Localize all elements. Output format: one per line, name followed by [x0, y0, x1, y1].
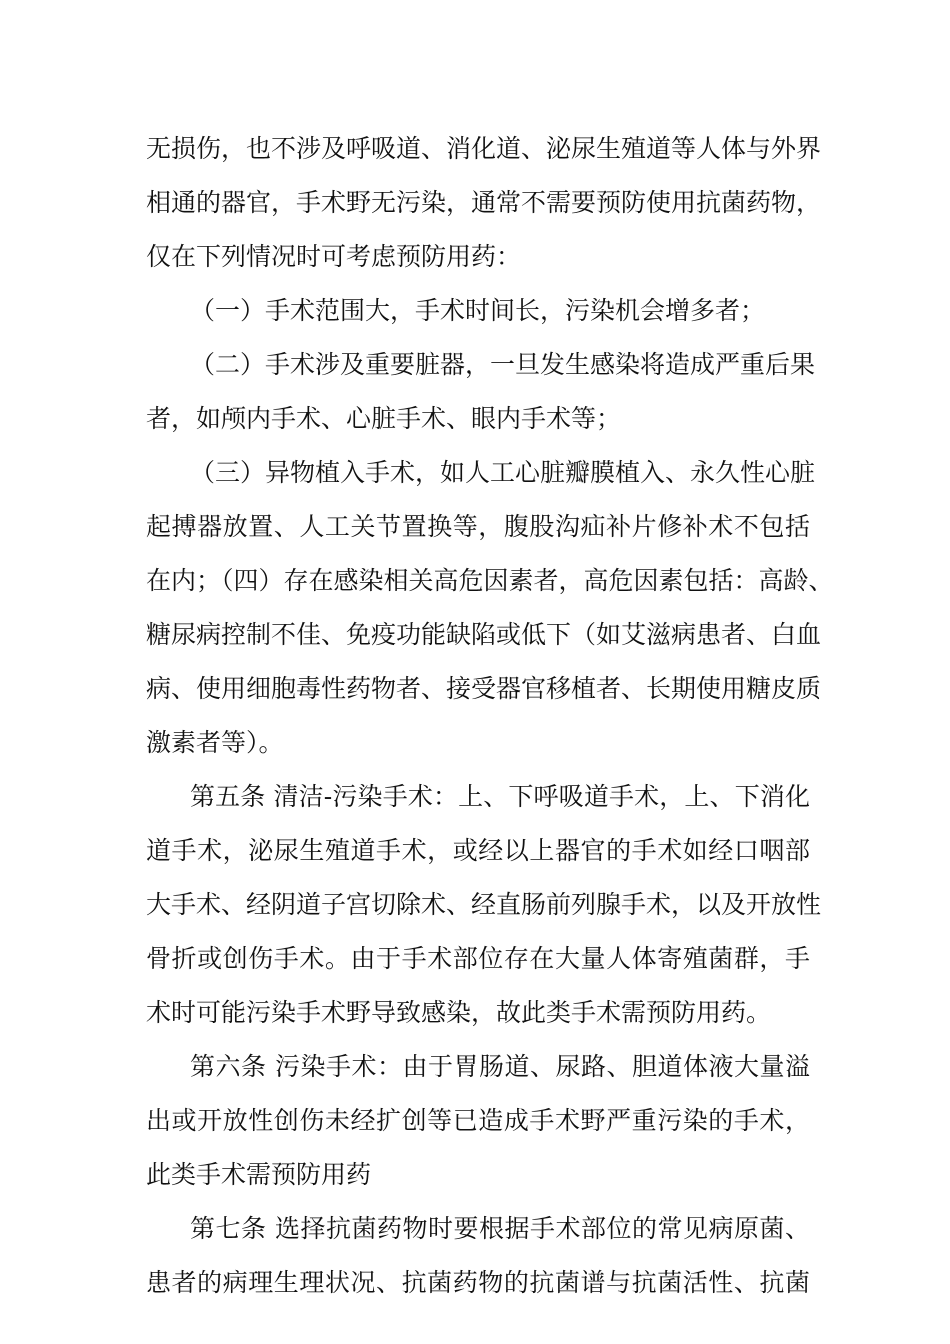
text-line: 仅在下列情况时可考虑预防用药：	[146, 242, 522, 271]
text-line: 相通的器官，手术野无污染，通常不需要预防使用抗菌药物，	[146, 188, 822, 217]
text-line: 起搏器放置、人工关节置换等，腹股沟疝补片修补术不包括	[146, 512, 810, 541]
text-line: 病、使用细胞毒性药物者、接受器官移植者、长期使用糖皮质	[146, 674, 822, 703]
text-line: 无损伤，也不涉及呼吸道、消化道、泌尿生殖道等人体与外界	[146, 134, 822, 163]
text-line: 者，如颅内手术、心脏手术、眼内手术等；	[146, 404, 622, 433]
text-line: 出或开放性创伤未经扩创等已造成手术野严重污染的手术，	[146, 1106, 810, 1135]
text-line: 道手术，泌尿生殖道手术，或经以上器官的手术如经口咽部	[146, 836, 810, 865]
text-line: 在内；（四）存在感染相关高危因素者，高危因素包括：高龄、	[146, 566, 834, 595]
text-line: 术时可能污染手术野导致感染，故此类手术需预防用药。	[146, 998, 772, 1027]
text-line: 此类手术需预防用药	[146, 1160, 372, 1189]
text-line: 骨折或创伤手术。由于手术部位存在大量人体寄殖菌群，手	[146, 944, 810, 973]
text-line: 第七条 选择抗菌药物时要根据手术部位的常见病原菌、	[190, 1214, 810, 1243]
text-line: 第六条 污染手术：由于胃肠道、尿路、胆道体液大量溢	[190, 1052, 810, 1081]
text-line: 激素者等）。	[146, 728, 284, 757]
text-line: （三）异物植入手术，如人工心脏瓣膜植入、永久性心脏	[190, 458, 816, 487]
text-line: 糖尿病控制不佳、免疫功能缺陷或低下（如艾滋病患者、白血	[146, 620, 822, 649]
text-line: 患者的病理生理状况、抗菌药物的抗菌谱与抗菌活性、抗菌	[146, 1268, 810, 1297]
text-line: 大手术、经阴道子宫切除术、经直肠前列腺手术，以及开放性	[146, 890, 822, 919]
text-line: 第五条 清洁-污染手术：上、下呼吸道手术，上、下消化	[190, 782, 810, 811]
text-line: （一）手术范围大，手术时间长，污染机会增多者；	[190, 296, 766, 325]
text-line: （二）手术涉及重要脏器，一旦发生感染将造成严重后果	[190, 350, 816, 379]
